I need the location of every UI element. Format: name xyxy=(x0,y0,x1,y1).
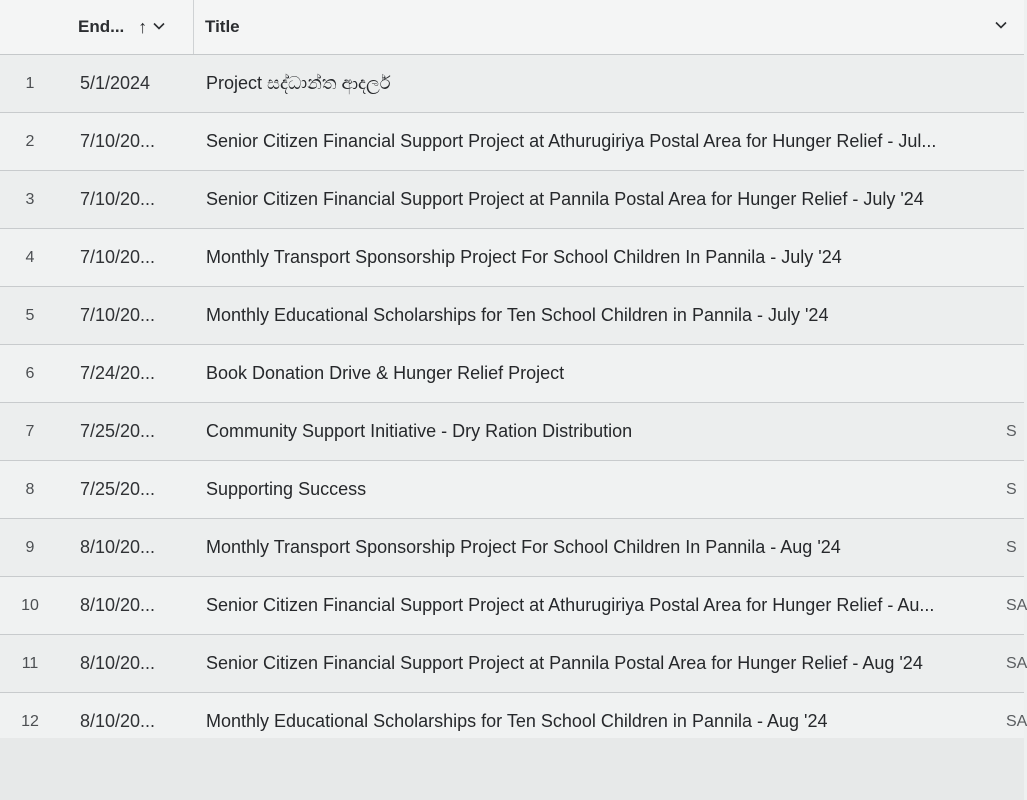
end-date-cell: 7/10/20... xyxy=(80,305,156,325)
end-date-cell: 8/10/20... xyxy=(80,595,156,615)
end-date-cell: 7/25/20... xyxy=(80,479,156,499)
truncated-cell: SA xyxy=(1006,596,1027,614)
row-number: 8 xyxy=(25,480,35,498)
title-cell[interactable]: Supporting Success xyxy=(206,479,367,499)
end-date-cell: 7/10/20... xyxy=(80,247,156,267)
table-body xyxy=(0,55,1027,751)
row-number: 5 xyxy=(25,306,35,324)
truncated-cell xyxy=(1006,113,1024,170)
truncated-cell xyxy=(1006,171,1024,228)
table-row[interactable] xyxy=(0,519,1024,577)
row-number: 3 xyxy=(25,190,35,208)
end-date-cell: 7/25/20... xyxy=(80,421,156,441)
title-cell[interactable]: Project සද්ධාන්ත ආදලර් xyxy=(206,73,391,93)
table-row[interactable] xyxy=(0,287,1024,345)
column-divider[interactable] xyxy=(193,0,194,54)
table-row[interactable] xyxy=(0,171,1024,229)
row-number: 11 xyxy=(21,654,39,672)
truncated-cell xyxy=(1006,287,1024,344)
row-number: 7 xyxy=(25,422,35,440)
empty-table-area xyxy=(0,738,1024,800)
title-cell[interactable]: Monthly Educational Scholarships for Ten School Children in Pannila - July '24 xyxy=(206,305,829,325)
truncated-cell xyxy=(1006,345,1024,402)
truncated-cell xyxy=(1006,229,1024,286)
row-number: 1 xyxy=(25,74,35,92)
truncated-cell: S xyxy=(1006,480,1017,498)
end-date-cell: 8/10/20... xyxy=(80,537,156,557)
chevron-down-icon[interactable] xyxy=(153,17,165,37)
end-date-cell: 8/10/20... xyxy=(80,653,156,673)
table-row[interactable] xyxy=(0,345,1024,403)
title-cell[interactable]: Senior Citizen Financial Support Project at Athurugiriya Postal Area for Hunger Relief - Jul... xyxy=(206,131,937,151)
table-row[interactable] xyxy=(0,577,1027,635)
title-cell[interactable]: Monthly Transport Sponsorship Project For School Children In Pannila - Aug '24 xyxy=(206,537,841,557)
end-date-cell: 8/10/20... xyxy=(80,711,156,731)
title-cell[interactable]: Community Support Initiative - Dry Ration Distribution xyxy=(206,421,633,441)
column-header-end-date-label: End... xyxy=(78,17,125,36)
truncated-cell: S xyxy=(1006,538,1017,556)
end-date-cell: 7/10/20... xyxy=(80,189,156,209)
row-number: 6 xyxy=(25,364,35,382)
table-row[interactable] xyxy=(0,461,1024,519)
end-date-cell: 7/10/20... xyxy=(80,131,156,151)
truncated-cell: S xyxy=(1006,422,1017,440)
title-cell[interactable]: Monthly Educational Scholarships for Ten School Children in Pannila - Aug '24 xyxy=(206,711,828,731)
title-cell[interactable]: Monthly Transport Sponsorship Project For School Children In Pannila - July '24 xyxy=(206,247,842,267)
sort-ascending-icon[interactable]: ↑ xyxy=(138,16,148,37)
table-row[interactable] xyxy=(0,55,1024,113)
row-number: 12 xyxy=(21,712,39,730)
end-date-cell: 7/24/20... xyxy=(80,363,156,383)
title-cell[interactable]: Book Donation Drive & Hunger Relief Project xyxy=(206,363,565,383)
row-number: 4 xyxy=(25,248,35,266)
truncated-cell xyxy=(1006,55,1024,112)
table-row[interactable] xyxy=(0,403,1024,461)
column-header-end-date[interactable] xyxy=(78,0,194,54)
row-number: 9 xyxy=(25,538,35,556)
column-menu-chevron-icon[interactable] xyxy=(995,18,1017,40)
title-cell[interactable]: Senior Citizen Financial Support Project at Athurugiriya Postal Area for Hunger Relief - Au... xyxy=(206,595,935,615)
column-header-title-label: Title xyxy=(205,17,240,36)
row-number: 2 xyxy=(25,132,35,150)
column-header-title[interactable] xyxy=(205,0,240,54)
table-row[interactable] xyxy=(0,113,1024,171)
row-number: 10 xyxy=(21,596,39,614)
table-row[interactable] xyxy=(0,229,1024,287)
title-cell[interactable]: Senior Citizen Financial Support Project at Pannila Postal Area for Hunger Relief - Aug '24 xyxy=(206,653,923,673)
truncated-cell: SA xyxy=(1006,712,1027,730)
end-date-cell: 5/1/2024 xyxy=(80,73,151,93)
truncated-cell: SA xyxy=(1006,654,1027,672)
title-cell[interactable]: Senior Citizen Financial Support Project at Pannila Postal Area for Hunger Relief - July '24 xyxy=(206,189,924,209)
table-row[interactable] xyxy=(0,635,1027,693)
table-header xyxy=(0,0,1024,55)
